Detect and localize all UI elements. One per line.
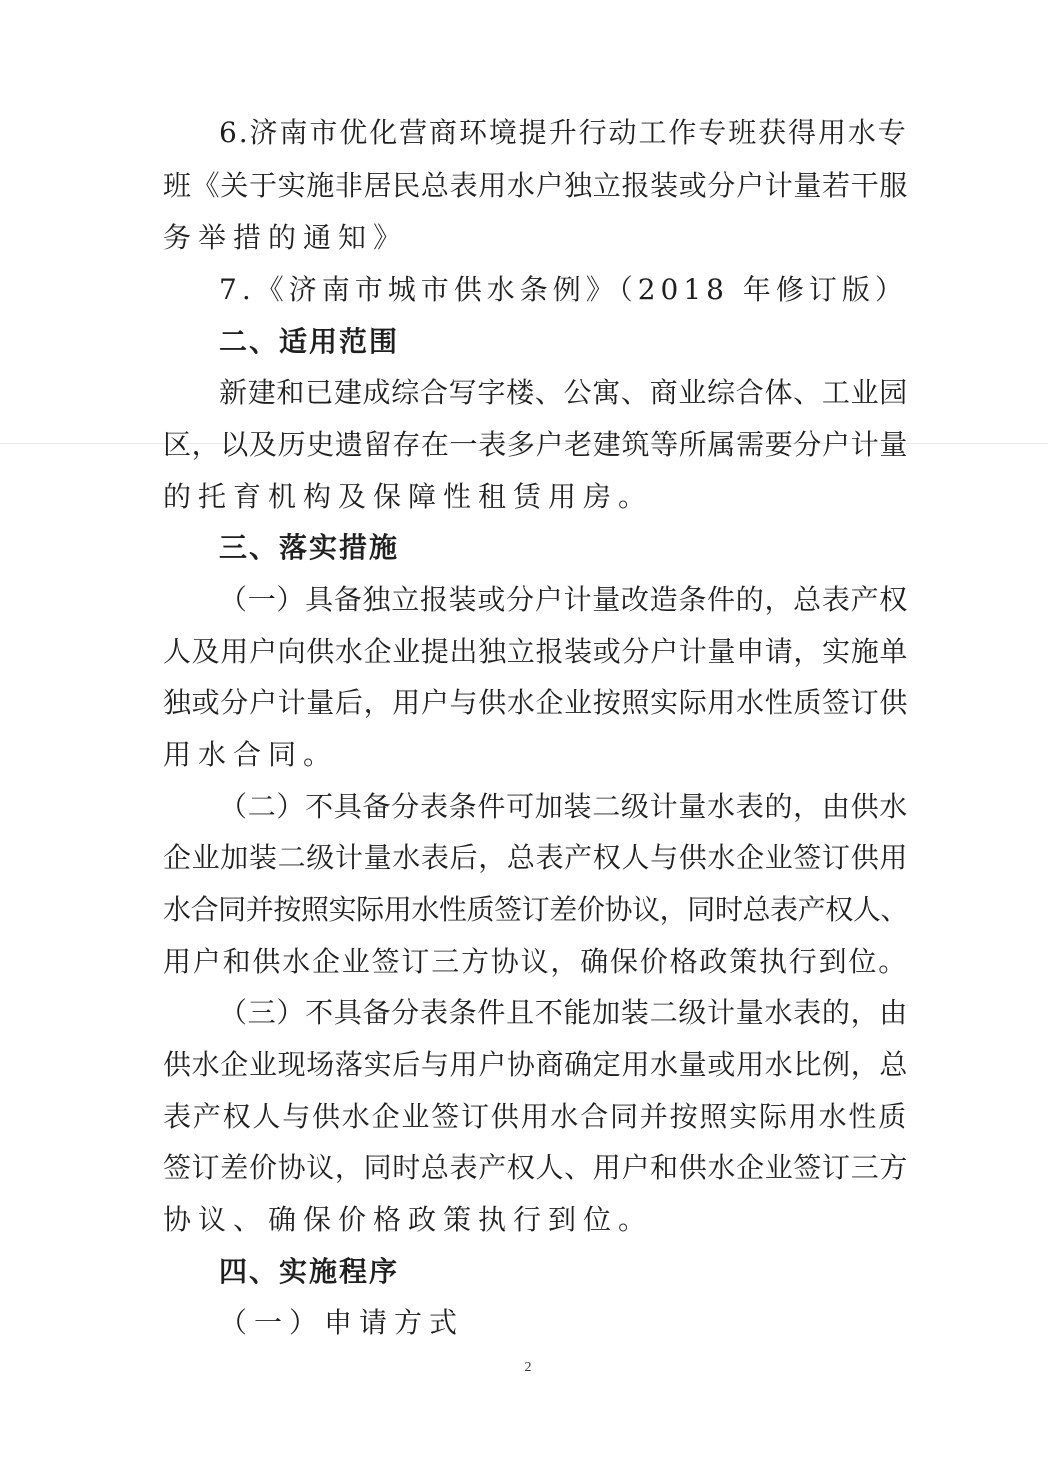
- reference-item-7: 7.《济南市城市供水条例》（2018 年修订版）: [219, 273, 908, 306]
- text-line: （二）不具备分表条件可加装二级计量水表的，由供水: [219, 790, 909, 823]
- text-line: 新建和已建成综合写字楼、公寓、商业综合体、工业园: [219, 376, 909, 409]
- text-line: （三）不具备分表条件且不能加装二级计量水表的，由: [219, 996, 909, 1029]
- text-line: 企业加装二级计量水表后，总表产权人与供水企业签订供用: [163, 841, 909, 874]
- text-line: 务举措的通知》: [163, 221, 409, 254]
- text-line: 水合同并按照实际用水性质签订差价协议，同时总表产权人、: [163, 893, 909, 926]
- text-line: 人及用户向供水企业提出独立报装或分户计量申请，实施单: [163, 635, 909, 668]
- text-line: 签订差价协议，同时总表产权人、用户和供水企业签订三方: [163, 1151, 909, 1184]
- subsection-heading-application: （一）申请方式: [219, 1306, 465, 1339]
- text-line: 协议、确保价格政策执行到位。: [163, 1203, 654, 1236]
- text-line: 用水合同。: [163, 738, 339, 771]
- text-line: 表产权人与供水企业签订供用水合同并按照实际用水性质: [163, 1100, 909, 1133]
- section-heading-scope: 二、适用范围: [219, 325, 400, 358]
- section-heading-measures: 三、落实措施: [219, 531, 400, 564]
- text-line: 用户和供水企业签订三方协议，确保价格政策执行到位。: [163, 945, 909, 978]
- text-line: 的托育机构及保障性租赁用房。: [163, 480, 654, 513]
- reference-item-6: 6.济南市优化营商环境提升行动工作专班获得用水专: [219, 116, 908, 149]
- section-heading-procedure: 四、实施程序: [219, 1255, 400, 1288]
- text-line: （一）具备独立报装或分户计量改造条件的，总表产权: [219, 583, 909, 616]
- text-line: 独或分户计量后，用户与供水企业按照实际用水性质签订供: [163, 686, 909, 719]
- text-line: 区，以及历史遗留存在一表多户老建筑等所属需要分户计量: [163, 428, 909, 461]
- text-line: 班《关于实施非居民总表用水户独立报装或分户计量若干服: [163, 169, 909, 202]
- text-line: 供水企业现场落实后与用户协商确定用水量或用水比例，总: [163, 1048, 909, 1081]
- page-number: 2: [524, 1360, 532, 1375]
